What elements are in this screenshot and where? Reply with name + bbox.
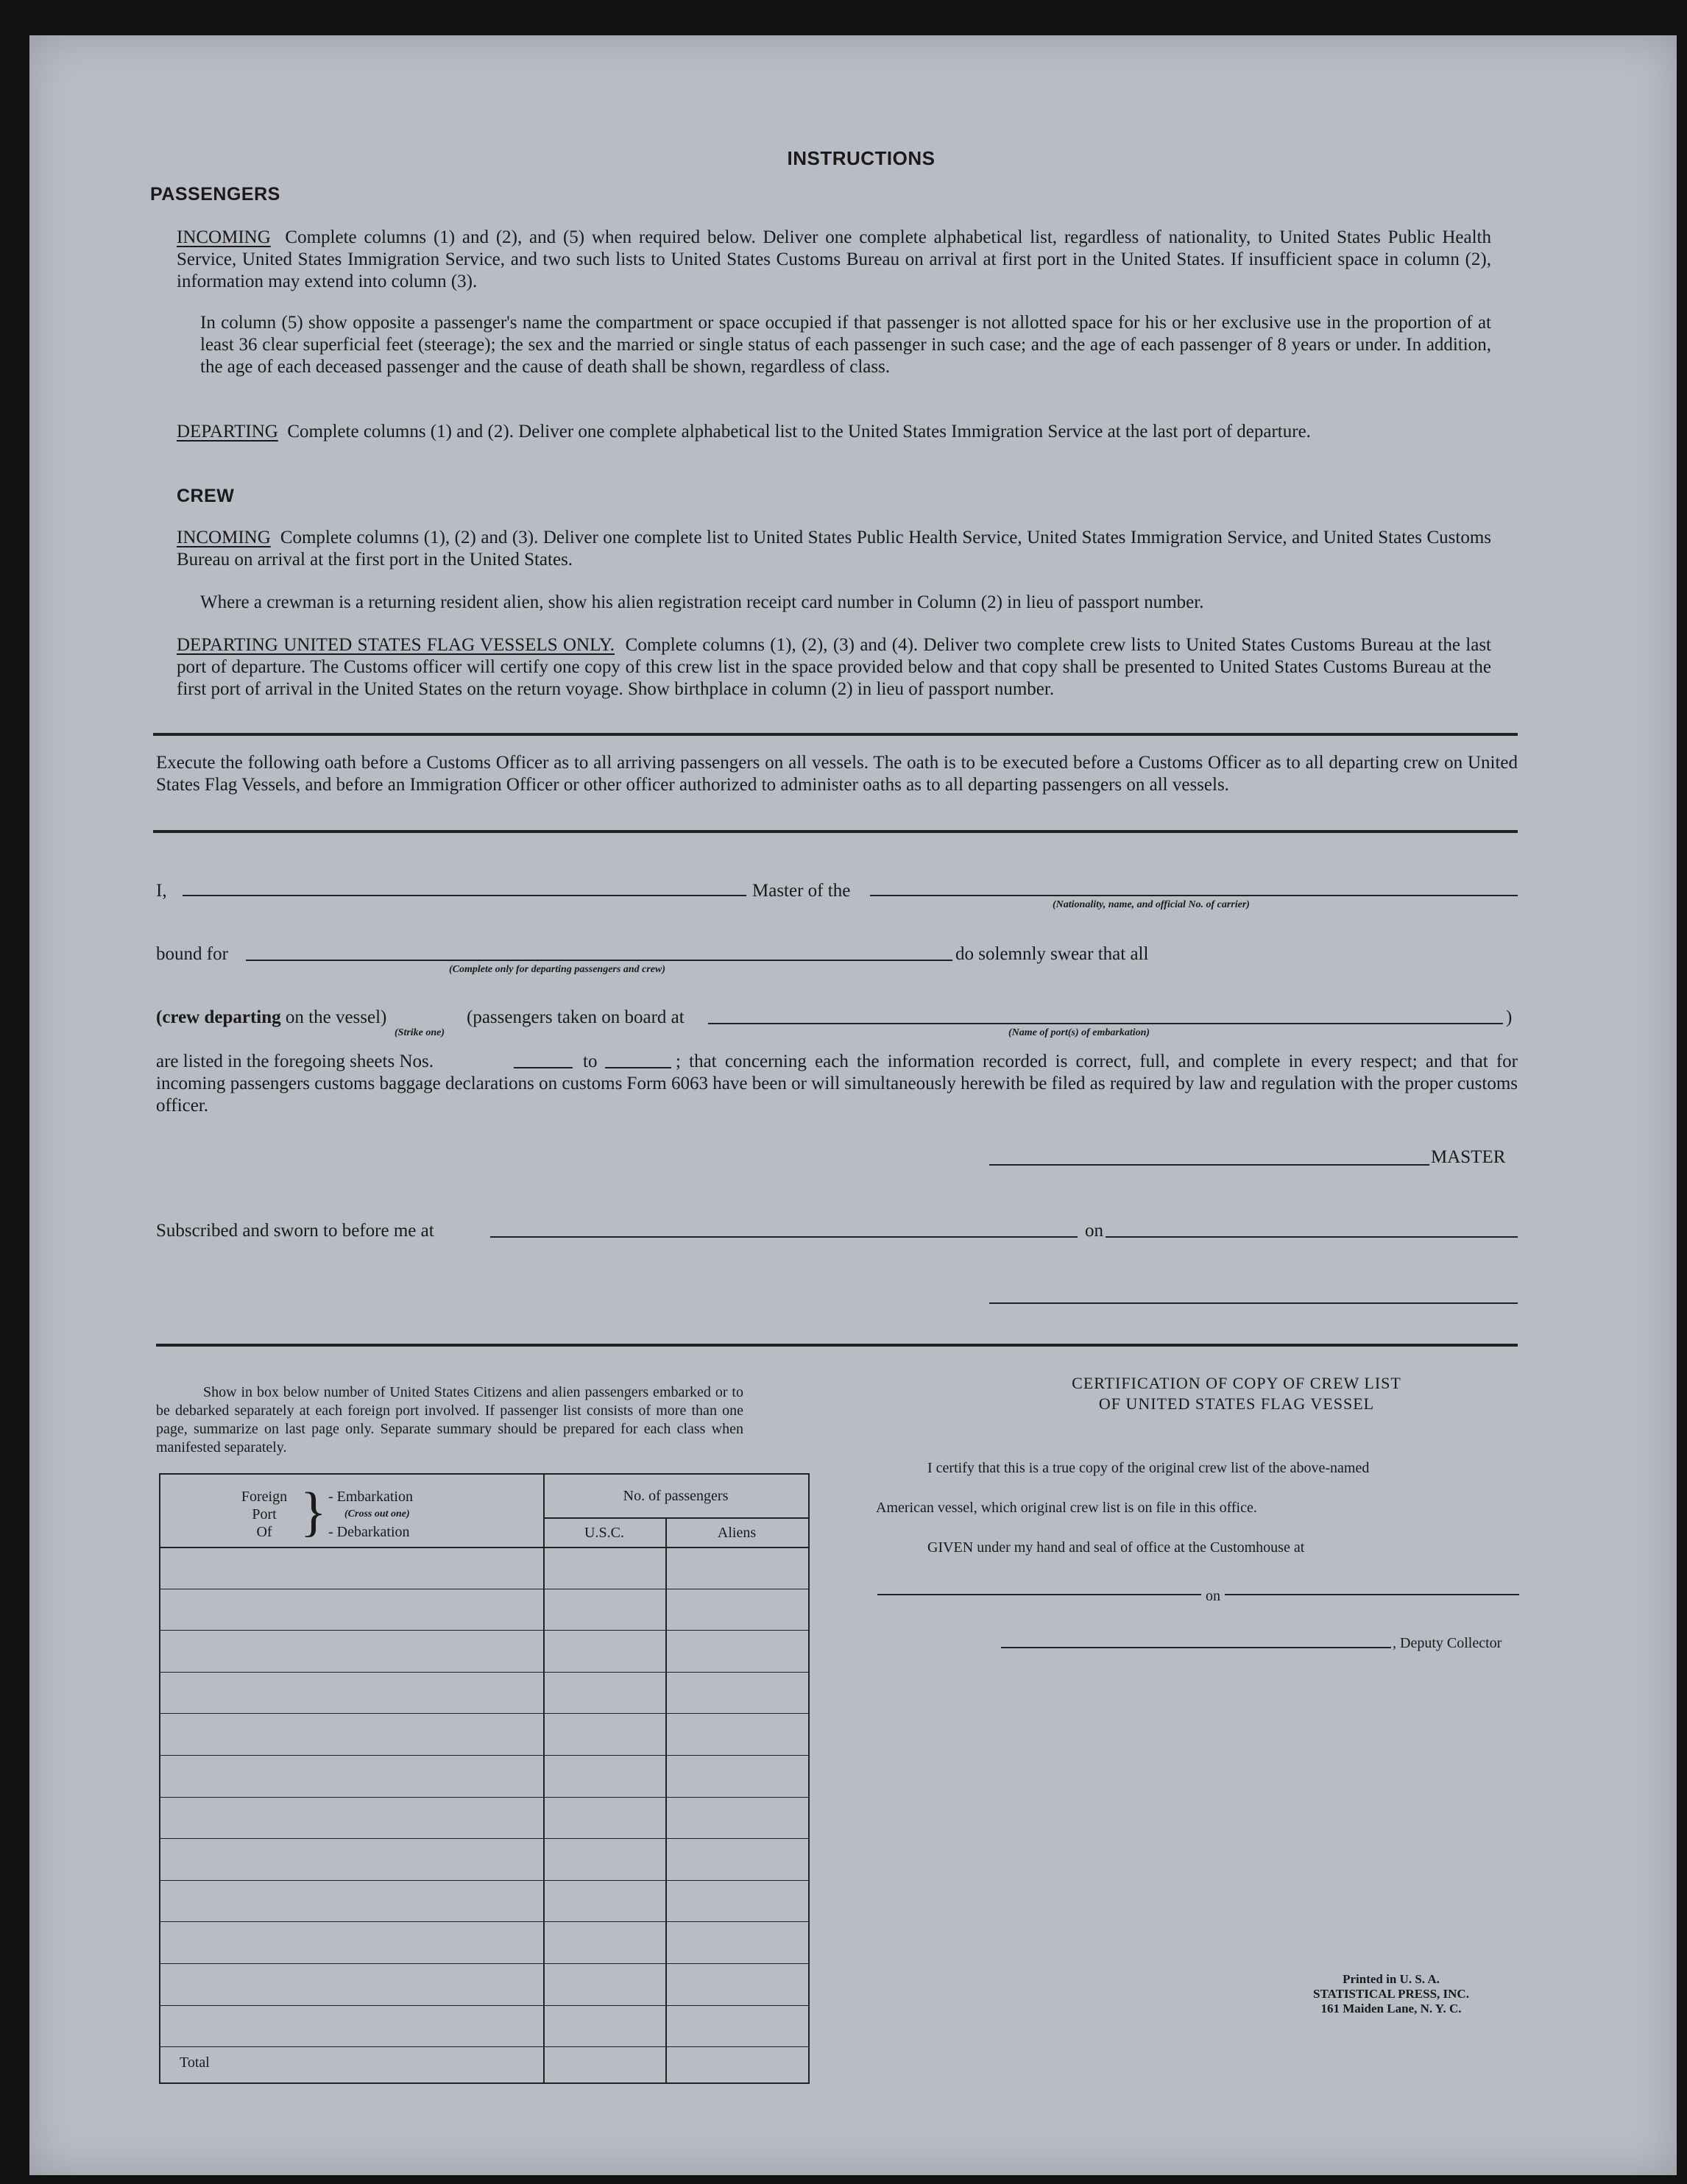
carrier-field[interactable] <box>870 895 1518 896</box>
master-signature-field[interactable] <box>989 1164 1429 1166</box>
concerning-text: ; that concerning each the information recorded is correct, full, and complete in every respect; and that for incoming passengers customs baggage declarations on customs Form 6063 have been or will simultaneously herewith be filed as required by law and regulation with the proper customs officer. <box>156 1052 1518 1116</box>
port-label: Port <box>252 1506 277 1522</box>
divider-bottom <box>156 1344 1518 1347</box>
crew-incoming-text: Complete columns (1), (2) and (3). Deliver one complete list to United States Public Health Service, United States Immigration Service, and United States Customs Bureau on arrival at the first port in the United States. <box>177 528 1492 570</box>
summary-row-line <box>160 1755 808 1756</box>
certification-date-field[interactable] <box>1225 1594 1519 1595</box>
master-label: MASTER <box>1431 1147 1506 1167</box>
crew-departing-label: DEPARTING UNITED STATES FLAG VESSELS ONLY. <box>177 635 615 655</box>
to-label: to <box>583 1052 598 1071</box>
summary-row-line <box>160 2005 808 2006</box>
certification-title-line2: OF UNITED STATES FLAG VESSEL <box>1098 1394 1375 1413</box>
close-paren: ) <box>1506 1007 1513 1027</box>
total-label: Total <box>180 2054 210 2071</box>
master-name-field[interactable] <box>183 895 746 896</box>
certify-line1: I certify that this is a true copy of the original crew list of the above-named <box>927 1460 1370 1476</box>
subscribed-date-field[interactable] <box>1106 1236 1518 1238</box>
divider-oath <box>153 830 1518 833</box>
on-the-vessel-text: on the vessel) <box>285 1007 387 1027</box>
summary-row-line <box>160 1630 808 1631</box>
passengers-departing-label: DEPARTING <box>177 422 278 442</box>
foreign-port-header <box>160 1482 543 1544</box>
printer-line2: STATISTICAL PRESS, INC. <box>1313 1987 1469 2001</box>
ports-caption: (Name of port(s) of embarkation) <box>1008 1027 1150 1038</box>
crew-incoming-label: INCOMING <box>177 528 271 547</box>
aliens-header: Aliens <box>717 1525 757 1541</box>
divider-top <box>153 733 1518 736</box>
passengers-incoming-text: Complete columns (1) and (2), and (5) when required below. Deliver one complete alphabetical list, regardless of nationality, to United States Public Health Service, United States Immigration Service, and two such lists to United States Customs Bureau on arrival at first port in the United States. If insufficient space in column (2), information may extend into column (3). <box>177 227 1492 291</box>
summary-row-line <box>160 1963 808 1964</box>
summary-row-line <box>160 1713 808 1714</box>
summary-row-line <box>160 1797 808 1798</box>
customhouse-field[interactable] <box>877 1594 1201 1595</box>
form-page <box>29 35 1677 2175</box>
summary-row-line <box>160 2046 808 2047</box>
brace-icon: } <box>300 1482 327 1542</box>
summary-row-line <box>160 1838 808 1839</box>
printer-line3: 161 Maiden Lane, N. Y. C. <box>1320 2002 1462 2015</box>
subscribed-label: Subscribed and sworn to before me at <box>156 1221 434 1241</box>
crew-resident-paragraph: Where a crewman is a returning resident alien, show his alien registration receipt card number in Column (2) in lieu of passport number. <box>200 592 1204 612</box>
printer-imprint <box>1281 1972 1502 2016</box>
nationality-caption: (Nationality, name, and official No. of carrier) <box>1053 899 1250 910</box>
swear-text: do solemnly swear that all <box>955 944 1149 964</box>
subscribed-place-field[interactable] <box>490 1236 1078 1238</box>
printer-line1: Printed in U. S. A. <box>1343 1972 1440 1986</box>
given-text: GIVEN under my hand and seal of office at the Customhouse at <box>927 1539 1305 1556</box>
instructions-title: INSTRUCTIONS <box>787 147 936 169</box>
crew-incoming-paragraph <box>177 527 1491 571</box>
bound-for-label: bound for <box>156 944 228 964</box>
passengers-departing-text: Complete columns (1) and (2). Deliver one complete alphabetical list to the United States Immigration Service at the last port of departure. <box>287 422 1311 442</box>
oath-intro: Execute the following oath before a Customs Officer as to all arriving passengers on all vessels. The oath is to be executed before a Customs Officer as to all departing crew on United States Flag Vessels, and before an Immigration Officer or other officer authorized to administer oaths as to all departing passengers on all vessels. <box>156 753 1518 795</box>
summary-table <box>159 1473 810 2084</box>
certification-on-label: on <box>1206 1588 1220 1604</box>
no-of-passengers-header: No. of passengers <box>623 1488 729 1504</box>
cross-out-caption: (Cross out one) <box>344 1508 410 1520</box>
summary-row-line <box>160 1672 808 1673</box>
deputy-collector-label: , Deputy Collector <box>1393 1635 1502 1651</box>
i-label: I, <box>156 881 167 901</box>
foreign-label: Foreign <box>241 1489 288 1505</box>
subscribed-on-label: on <box>1085 1221 1103 1241</box>
embarkation-option[interactable]: - Embarkation <box>328 1489 413 1505</box>
officer-signature-field[interactable] <box>989 1302 1518 1304</box>
deputy-signature-field[interactable] <box>1001 1647 1391 1648</box>
crew-departing-option <box>156 1007 386 1029</box>
master-of-the-label: Master of the <box>752 881 851 901</box>
usc-header: U.S.C. <box>584 1525 624 1541</box>
embarkation-port-field[interactable] <box>708 1023 1503 1024</box>
passengers-column5-paragraph: In column (5) show opposite a passenger's name the compartment or space occupied if that passenger is not allotted space for his or her exclusive use in the proportion of at least 36 clear superficial feet (steerage); the sex and the married or single status of each passenger in such case; and the age of each passenger of 8 years or under. In addition, the age of each deceased passenger and the cause of death shall be shown, regardless of class. <box>200 313 1491 377</box>
complete-caption: (Complete only for departing passengers and crew) <box>449 964 665 975</box>
passengers-heading: PASSENGERS <box>150 184 280 205</box>
debarkation-option[interactable]: - Debarkation <box>328 1524 410 1540</box>
crew-departing-text-option: (crew departing <box>156 1007 281 1027</box>
passengers-incoming-label: INCOMING <box>177 227 271 247</box>
listed-in-label: are listed in the foregoing sheets Nos. <box>156 1052 434 1071</box>
certification-title-line1: CERTIFICATION OF COPY OF CREW LIST <box>1072 1374 1401 1392</box>
crew-departing-text: Complete columns (1), (2), (3) and (4). Deliver two complete crew lists to United States Customs Bureau at the last port of departure. The Customs officer will certify one copy of this crew list in the space provided below and that copy shall be presented to United States Customs Bureau at the first port of arrival in the United States on the return voyage. Show birthplace in column (2) in lieu of passport number. <box>177 635 1491 699</box>
of-label: Of <box>256 1524 272 1540</box>
strike-caption: (Strike one) <box>395 1027 445 1038</box>
summary-instructions: Show in box below number of United States Citizens and alien passengers embarked or to be debarked separately at each foreign port involved. If passenger list consists of more than one page, summarize on last page only. Separate summary should be prepared for each class when manifested separately. <box>156 1384 743 1456</box>
passengers-taken-label: (passengers taken on board at <box>467 1007 685 1027</box>
crew-departing-paragraph <box>177 634 1491 701</box>
bound-for-field[interactable] <box>246 960 952 961</box>
certification-title <box>913 1373 1560 1414</box>
passengers-departing-paragraph <box>177 421 1491 443</box>
crew-heading: CREW <box>177 486 235 506</box>
summary-row-line <box>160 1880 808 1881</box>
passengers-incoming-paragraph <box>177 227 1491 293</box>
certify-line2: American vessel, which original crew list is on file in this office. <box>876 1500 1257 1516</box>
summary-row-line <box>160 1921 808 1922</box>
